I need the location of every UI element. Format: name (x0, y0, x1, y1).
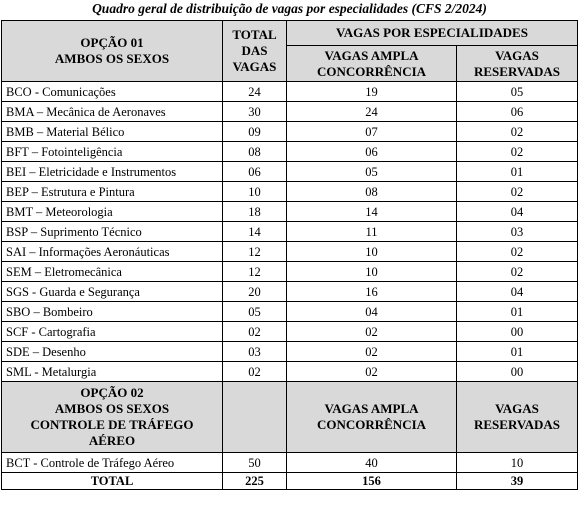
ampla-cell: 04 (287, 302, 457, 322)
ampla-cell: 05 (287, 162, 457, 182)
table-row (2, 82, 578, 102)
specialty-cell: SBO – Bombeiro (2, 302, 223, 322)
header-opcao-01-line2: AMBOS OS SEXOS (54, 51, 170, 66)
ampla-cell: 16 (287, 282, 457, 302)
header-reservadas-line1: VAGAS (495, 47, 539, 63)
specialty-cell: BEI – Eletricidade e Instrumentos (2, 162, 223, 182)
total-cell: 14 (223, 222, 287, 242)
specialty-cell: BSP – Suprimento Técnico (2, 222, 223, 242)
table-row (2, 362, 578, 382)
table-row (2, 202, 578, 222)
table-row (2, 222, 578, 242)
header-opcao-02-line2: AMBOS OS SEXOS (54, 401, 170, 416)
reservadas-cell: 02 (457, 182, 578, 202)
reservadas-cell: 02 (457, 122, 578, 142)
reservadas-cell: 00 (457, 322, 578, 342)
ampla-cell: 10 (287, 242, 457, 262)
specialty-cell: BFT – Fotointeligência (2, 142, 223, 162)
total-cell: 30 (223, 102, 287, 122)
header-opcao-02-ampla-line2: CONCORRÊNCIA (316, 417, 427, 432)
reservadas-cell: 02 (457, 142, 578, 162)
vacancies-table (1, 20, 578, 490)
header-opcao-02 (2, 382, 223, 453)
total-reservadas: 39 (457, 473, 578, 490)
total-row (2, 473, 578, 490)
specialty-cell: SGS - Guarda e Segurança (2, 282, 223, 302)
specialty-cell: SEM – Eletromecânica (2, 262, 223, 282)
total-cell: 50 (223, 453, 287, 473)
ampla-cell: 14 (287, 202, 457, 222)
table-row (2, 453, 578, 473)
table-row (2, 262, 578, 282)
specialty-cell: BMA – Mecânica de Aeronaves (2, 102, 223, 122)
reservadas-cell: 05 (457, 82, 578, 102)
reservadas-cell: 06 (457, 102, 578, 122)
table-row (2, 302, 578, 322)
total-cell: 02 (223, 322, 287, 342)
total-cell: 12 (223, 242, 287, 262)
reservadas-cell: 01 (457, 302, 578, 322)
header-reservadas-line2: RESERVADAS (474, 63, 560, 79)
header-row-opcao-02 (2, 382, 578, 453)
ampla-cell: 11 (287, 222, 457, 242)
ampla-cell: 08 (287, 182, 457, 202)
reservadas-cell: 04 (457, 282, 578, 302)
table-row (2, 242, 578, 262)
header-ampla-line2: CONCORRÊNCIA (316, 63, 427, 79)
ampla-cell: 02 (287, 342, 457, 362)
table-caption: Quadro geral de distribuição de vagas por especialidades (CFS 2/2024) (92, 1, 487, 16)
specialty-cell: BMT – Meteorologia (2, 202, 223, 222)
total-cell: 24 (223, 82, 287, 102)
header-opcao-01 (2, 21, 223, 82)
total-vagas: 225 (223, 473, 287, 490)
header-vagas-por-especialidades: VAGAS POR ESPECIALIDADES (287, 21, 578, 46)
header-opcao-02-total-empty (223, 382, 287, 453)
table-row (2, 342, 578, 362)
specialty-cell: BEP – Estrutura e Pintura (2, 182, 223, 202)
table-row (2, 102, 578, 122)
total-cell: 03 (223, 342, 287, 362)
specialty-cell: SCF - Cartografia (2, 322, 223, 342)
table-row (2, 322, 578, 342)
header-opcao-02-reservadas-line1: VAGAS (495, 401, 539, 416)
reservadas-cell: 03 (457, 222, 578, 242)
specialty-cell: SML - Metalurgia (2, 362, 223, 382)
table-row (2, 282, 578, 302)
specialty-cell: BCT - Controle de Tráfego Aéreo (2, 453, 223, 473)
header-opcao-02-line3: CONTROLE DE TRÁFEGO (30, 417, 194, 432)
ampla-cell: 19 (287, 82, 457, 102)
header-opcao-01-line1: OPÇÃO 01 (80, 35, 144, 50)
ampla-cell: 40 (287, 453, 457, 473)
reservadas-cell: 04 (457, 202, 578, 222)
reservadas-cell: 00 (457, 362, 578, 382)
header-opcao-02-ampla (287, 382, 457, 453)
ampla-cell: 07 (287, 122, 457, 142)
header-opcao-02-line4: AÉREO (88, 433, 136, 448)
header-opcao-02-ampla-line1: VAGAS AMPLA (324, 401, 419, 416)
header-total-line2: DAS (241, 43, 268, 58)
ampla-cell: 24 (287, 102, 457, 122)
total-cell: 02 (223, 362, 287, 382)
reservadas-cell: 01 (457, 162, 578, 182)
total-cell: 18 (223, 202, 287, 222)
ampla-cell: 06 (287, 142, 457, 162)
total-cell: 12 (223, 262, 287, 282)
total-cell: 05 (223, 302, 287, 322)
reservadas-cell: 01 (457, 342, 578, 362)
header-total-line3: VAGAS (232, 59, 277, 74)
table-row (2, 182, 578, 202)
ampla-cell: 10 (287, 262, 457, 282)
header-ampla (287, 46, 457, 82)
header-reservadas (457, 46, 578, 82)
total-cell: 10 (223, 182, 287, 202)
total-cell: 08 (223, 142, 287, 162)
specialty-cell: BCO - Comunicações (2, 82, 223, 102)
total-ampla: 156 (287, 473, 457, 490)
header-total-vagas (223, 21, 287, 82)
total-cell: 06 (223, 162, 287, 182)
total-label: TOTAL (2, 473, 223, 490)
header-opcao-02-reservadas-line2: RESERVADAS (474, 417, 560, 432)
total-cell: 20 (223, 282, 287, 302)
total-cell: 09 (223, 122, 287, 142)
header-row-1 (2, 21, 578, 46)
table-row (2, 142, 578, 162)
reservadas-cell: 02 (457, 262, 578, 282)
specialty-cell: BMB – Material Bélico (2, 122, 223, 142)
reservadas-cell: 02 (457, 242, 578, 262)
header-opcao-02-reservadas (457, 382, 578, 453)
reservadas-cell: 10 (457, 453, 578, 473)
table-row (2, 162, 578, 182)
specialty-cell: SAI – Informações Aeronáuticas (2, 242, 223, 262)
header-total-line1: TOTAL (232, 27, 277, 42)
header-opcao-02-line1: OPÇÃO 02 (80, 385, 144, 400)
table-row (2, 122, 578, 142)
header-ampla-line1: VAGAS AMPLA (324, 47, 419, 63)
ampla-cell: 02 (287, 322, 457, 342)
ampla-cell: 02 (287, 362, 457, 382)
specialty-cell: SDE – Desenho (2, 342, 223, 362)
